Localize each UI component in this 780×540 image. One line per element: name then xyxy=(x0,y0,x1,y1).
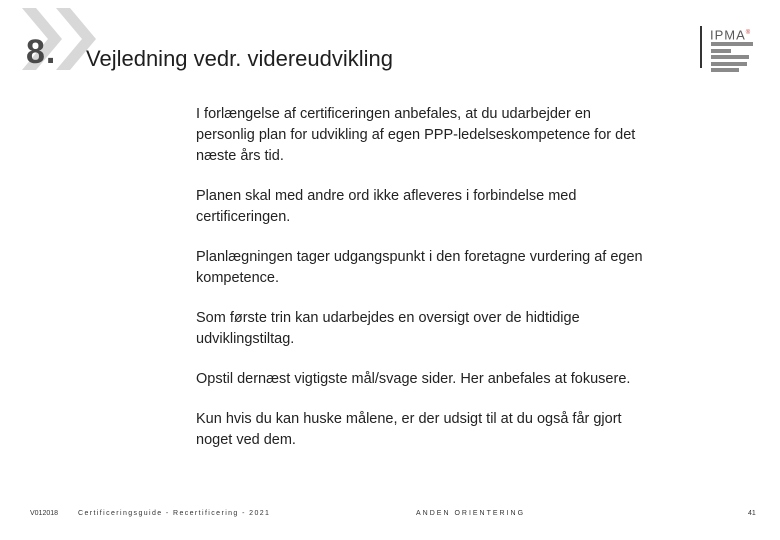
paragraph: Opstil dernæst vigtigste mål/svage sider. Her anbefales at fokusere. xyxy=(196,371,631,387)
ipma-logo xyxy=(700,26,764,70)
logo-tagline-graphic xyxy=(711,42,753,75)
paragraph: Kun hvis du kan huske målene, er der udsigt til at du også får gjort noget ved dem. xyxy=(196,411,622,448)
logo-wordmark xyxy=(710,26,751,42)
logo-registered-mark: ® xyxy=(745,30,752,36)
footer-date: V012018 xyxy=(30,510,59,517)
page-number: 41 xyxy=(748,510,756,517)
logo-brand-text: IPMA xyxy=(710,27,746,43)
paragraph: Som første trin kan udarbejdes en oversigt over de hidtidige udviklingstiltag. xyxy=(196,310,580,347)
page-title: Vejledning vedr. videreudvikling xyxy=(86,46,393,71)
paragraph: I forlængelse af certificeringen anbefales, at du udarbejder en personlig plan for udvikling af egen PPP-ledelseskompetence for det næste års tid. xyxy=(196,106,636,164)
footer-document-title: Certificeringsguide - Recertificering - 2021 xyxy=(78,510,271,517)
logo-divider xyxy=(700,26,702,68)
paragraph: Planen skal med andre ord ikke afleveres i forbindelse med certificeringen. xyxy=(196,188,577,225)
paragraph: Planlægningen tager udgangspunkt i den foretagne vurdering af egen kompetence. xyxy=(196,249,643,286)
section-number: 8. xyxy=(26,33,57,71)
body-text xyxy=(196,104,646,470)
footer-section-name: ANDEN ORIENTERING xyxy=(416,510,526,517)
